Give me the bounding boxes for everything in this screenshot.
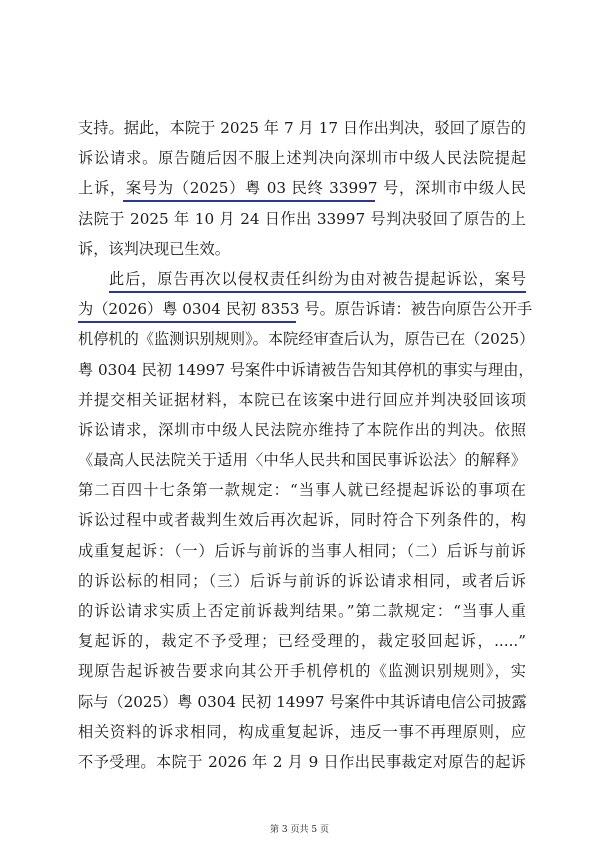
- text-line-2: 诉讼请求。原告随后因不服上述判决向深圳市中级人民法院提起: [78, 149, 526, 168]
- text-line-4: 法院于 2025 年 10 月 24 日作出 33997 号判决驳回了原告的上: [78, 209, 526, 228]
- text-line-9: 粤 0304 民初 14997 号案件中诉请被告告知其停机的事实与理由，: [78, 360, 534, 379]
- text-line-19: 现原告起诉被告要求向其公开手机停机的《监测识别规则》，实: [78, 662, 526, 681]
- text-line-13: 第二百四十七条第一款规定：“当事人就已经提起诉讼的事项在: [78, 481, 526, 500]
- document-body: [78, 113, 535, 777]
- text-line-16: 的诉讼标的相同；（三）后诉与前诉的诉讼请求相同，或者后诉: [78, 571, 526, 590]
- text-line-22: 不予受理。本院于 2026 年 2 月 9 日作出民事裁定对原告的起诉: [78, 752, 526, 771]
- text-line-18: 复起诉的，裁定不予受理；已经受理的，裁定驳回起诉，.....”: [78, 632, 526, 651]
- text-line-10: 并提交相关证据材料，本院已在该案中进行回应并判决驳回该项: [78, 390, 526, 409]
- text-line-3: [78, 173, 526, 203]
- text-line-15: 成重复起诉：（一）后诉与前诉的当事人相同；（二）后诉与前诉: [78, 541, 526, 560]
- underline-case-number-2025: [123, 200, 375, 202]
- text-line-12: 《最高人民法院关于适用〈中华人民共和国民事诉讼法〉的解释》: [78, 451, 526, 470]
- text-line-17: 的诉讼请求实质上否定前诉裁判结果。”第二款规定：“当事人重: [78, 602, 526, 620]
- text-line-8: 机停机的《监测识别规则》。本院经审查后认为，原告已在（2025）: [78, 330, 535, 349]
- text-line-20: 际与（2025）粤 0304 民初 14997 号案件中其诉请电信公司披露: [78, 692, 527, 711]
- text-line-6-content: 此后，原告再次以侵权责任纠纷为由对被告提起诉讼，案号: [109, 269, 526, 288]
- page-number-footer: 第 3 页共 5 页: [270, 825, 329, 835]
- text-line-7: [78, 294, 533, 324]
- underline-repeat-suit-line1: [109, 291, 526, 293]
- text-line-6: [78, 264, 526, 294]
- text-line-3-content: 上诉，案号为（2025）粤 03 民终 33997 号，深圳市中级人民: [78, 179, 526, 198]
- text-line-11: 诉讼请求，深圳市中级人民法院亦维持了本院作出的判决。依照: [78, 420, 526, 439]
- text-line-14: 诉讼过程中或者裁判生效后再次起诉，同时符合下列条件的，构: [78, 511, 526, 530]
- underline-repeat-suit-line2: [78, 321, 296, 323]
- text-line-7-content: 为（2026）粤 0304 民初 8353 号。原告诉请：被告向原告公开手: [78, 300, 533, 319]
- text-line-5: 诉，该判决现已生效。: [78, 239, 230, 258]
- text-line-21: 相关资料的诉求相同，构成重复起诉，违反一事不再理原则，应: [78, 722, 526, 741]
- text-line-1: 支持。据此，本院于 2025 年 7 月 17 日作出判决，驳回了原告的: [78, 119, 526, 137]
